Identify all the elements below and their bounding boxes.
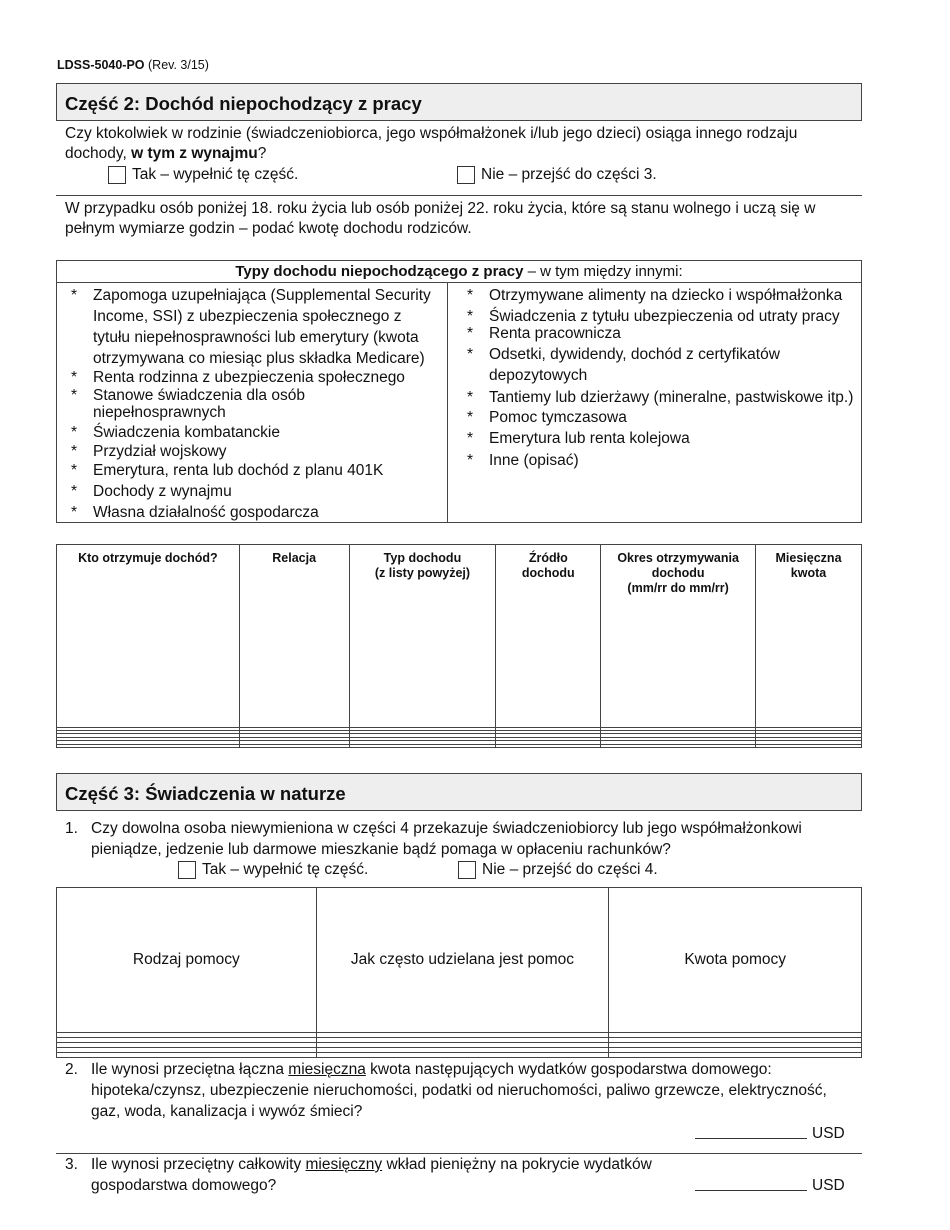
income-column-header-line: Źródło <box>528 551 568 565</box>
part2-note-line2: pełnym wymiarze godzin – podać kwotę dochodu rodziców. <box>65 220 472 237</box>
income-type-label: Przydział wojskowy <box>93 443 227 460</box>
income-type-label: Emerytura, renta lub dochód z planu 401K <box>93 462 384 479</box>
form-revision: (Rev. 3/15) <box>148 58 209 72</box>
q2-post: kwota następujących wydatków gospodarstwa domowego: <box>365 1061 772 1078</box>
income-table-body <box>57 727 862 747</box>
income-cell[interactable] <box>239 744 349 747</box>
part2-option-yes[interactable] <box>108 166 298 184</box>
income-type-label: Odsetki, dywidendy, dochód z certyfikatów <box>489 346 780 363</box>
in-kind-column-header: Rodzaj pomocy <box>57 888 317 1033</box>
income-column-header <box>239 545 349 728</box>
income-column-header <box>756 545 862 728</box>
q2-line1 <box>91 1060 772 1080</box>
income-type-label: depozytowych <box>489 367 588 384</box>
part2-note-line1: W przypadku osób poniżej 18. roku życia lub osób poniżej 22. roku życia, które są stanu wolnego i uczą się w <box>65 200 816 217</box>
income-type-label: Renta rodzinna z ubezpieczenia społecznego <box>93 369 405 386</box>
income-type-label: Pomoc tymczasowa <box>489 409 627 426</box>
part3-yes-checkbox[interactable] <box>178 861 196 879</box>
q1-number: 1. <box>65 820 78 837</box>
income-type-label: Świadczenia kombatanckie <box>93 424 280 441</box>
income-types-title-rest: – w tym między innymi: <box>523 263 683 280</box>
q3-line2: gospodarstwa domowego? <box>91 1177 277 1194</box>
income-type-label: Emerytura lub renta kolejowa <box>489 430 690 447</box>
income-column-header <box>57 545 240 728</box>
q2-number: 2. <box>65 1061 78 1078</box>
q3-post: wkład pieniężny na pokrycie wydatków <box>382 1156 652 1173</box>
bullet-star: * <box>71 504 78 521</box>
bullet-star: * <box>71 443 78 460</box>
income-cell[interactable] <box>57 744 240 747</box>
income-type-label: otrzymywana co miesiąc plus składka Medicare) <box>93 350 425 367</box>
part3-yes-label: Tak – wypełnić tę część. <box>202 861 369 878</box>
part2-question-line1: Czy ktokolwiek w rodzinie (świadczeniobiorca, jego współmałżonek i/lub jego dzieci) osiąga innego rodzaju <box>65 125 798 142</box>
income-type-label: Dochody z wynajmu <box>93 483 232 500</box>
income-type-label: Income, SSI) z ubezpieczenia społecznego z <box>93 308 402 325</box>
bullet-star: * <box>71 287 78 304</box>
in-kind-cell[interactable] <box>609 1053 862 1058</box>
income-cell[interactable] <box>601 744 756 747</box>
in-kind-column-header: Kwota pomocy <box>609 888 862 1033</box>
income-cell[interactable] <box>496 744 601 747</box>
in-kind-cell[interactable] <box>316 1053 609 1058</box>
q3-currency: USD <box>812 1177 845 1194</box>
part2-option-no[interactable] <box>457 166 657 184</box>
in-kind-cell[interactable] <box>57 1053 317 1058</box>
income-column-header-line: Typ dochodu <box>383 551 462 565</box>
q1-line1: Czy dowolna osoba niewymieniona w części 4 przekazuje świadczeniobiorcy lub jego współmałżonkowi <box>91 820 802 837</box>
income-cell[interactable] <box>756 744 862 747</box>
bullet-star: * <box>467 287 474 304</box>
income-column-header-line: Miesięczna <box>775 551 842 565</box>
q3-number: 3. <box>65 1156 78 1173</box>
q2-amount-field[interactable] <box>695 1125 845 1143</box>
in-kind-column-header: Jak często udzielana jest pomoc <box>316 888 609 1033</box>
table-row <box>57 1053 862 1058</box>
q3-amount-blank[interactable] <box>695 1177 807 1191</box>
income-type-label: Zapomoga uzupełniająca (Supplemental Security <box>93 287 431 304</box>
part2-no-checkbox[interactable] <box>457 166 475 184</box>
income-column-header-line: (mm/rr do mm/rr) <box>627 581 729 595</box>
income-type-label: Inne (opisać) <box>489 452 579 469</box>
in-kind-table-body <box>57 1033 862 1058</box>
income-cell[interactable] <box>349 744 496 747</box>
form-code-line <box>57 58 209 72</box>
income-type-label: Renta pracownicza <box>489 325 621 342</box>
income-column-header-line: Kto otrzymuje dochód? <box>78 551 218 565</box>
q1-line2: pieniądze, jedzenie lub darmowe mieszkanie bądź pomaga w opłaceniu rachunków? <box>91 841 671 858</box>
part2-question-line2 <box>65 144 855 164</box>
income-type-label: Stanowe świadczenia dla osób <box>93 387 305 404</box>
bullet-star: * <box>467 430 474 447</box>
bullet-star: * <box>467 452 474 469</box>
part3-no-checkbox[interactable] <box>458 861 476 879</box>
part2-question-bold: w tym z wynajmu <box>131 145 258 162</box>
income-type-label: Własna działalność gospodarcza <box>93 504 319 521</box>
bullet-star: * <box>467 346 474 363</box>
bullet-star: * <box>71 483 78 500</box>
income-column-header-line: Okres otrzymywania <box>617 551 739 565</box>
part2-title: Część 2: Dochód niepochodzący z pracy <box>56 83 862 121</box>
q2-underlined: miesięczna <box>288 1061 366 1078</box>
income-types-box <box>56 260 862 523</box>
bullet-star: * <box>467 389 474 406</box>
part2-no-label: Nie – przejść do części 3. <box>481 166 657 183</box>
part3-option-no[interactable] <box>458 861 658 879</box>
income-column-header-line: dochodu <box>651 566 705 580</box>
income-column-header-line: Relacja <box>272 551 317 565</box>
bullet-star: * <box>467 325 474 342</box>
income-column-header-line: dochodu <box>521 566 575 580</box>
q2-line3: gaz, woda, kanalizacja i wywóz śmieci? <box>91 1103 363 1120</box>
income-type-label: Otrzymywane alimenty na dziecko i współmałżonka <box>489 287 843 304</box>
q3-amount-field[interactable] <box>695 1177 845 1195</box>
part3-title: Część 3: Świadczenia w naturze <box>56 773 862 811</box>
bullet-star: * <box>71 387 78 404</box>
income-column-header <box>496 545 601 728</box>
divider <box>56 195 862 196</box>
bullet-star: * <box>71 369 78 386</box>
part2-question <box>65 124 855 164</box>
table-row <box>57 744 862 747</box>
part2-note <box>65 199 855 239</box>
q2-pre: Ile wynosi przeciętna łączna <box>91 1061 289 1078</box>
income-column-header-line: (z listy powyżej) <box>374 566 471 580</box>
q2-line2: hipoteka/czynsz, ubezpieczenie nieruchomości, podatki od nieruchomości, paliwo grzewcze, elektryczność, <box>91 1082 827 1099</box>
part2-yes-label: Tak – wypełnić tę część. <box>132 166 299 183</box>
income-table-header <box>57 545 862 728</box>
income-types-title <box>57 261 861 283</box>
q2-currency: USD <box>812 1125 845 1142</box>
in-kind-table <box>56 887 862 1058</box>
q3-line1 <box>91 1155 652 1175</box>
income-types-title-bold: Typy dochodu niepochodzącego z pracy <box>235 263 524 280</box>
in-kind-table-header <box>57 888 862 1033</box>
income-type-label: tytułu niepełnosprawności lub emerytury (kwota <box>93 329 419 346</box>
q3-underlined: miesięczny <box>305 1156 383 1173</box>
income-column-header <box>349 545 496 728</box>
part3-option-yes[interactable] <box>178 861 368 879</box>
bullet-star: * <box>71 462 78 479</box>
part2-question-end: ? <box>257 145 267 162</box>
income-table <box>56 544 862 748</box>
part2-yes-checkbox[interactable] <box>108 166 126 184</box>
income-types-left-column <box>57 283 448 523</box>
q2-amount-blank[interactable] <box>695 1125 807 1139</box>
income-type-label: Świadczenia z tytułu ubezpieczenia od utraty pracy <box>489 308 840 325</box>
income-column-header <box>601 545 756 728</box>
part2-question-line2-text: dochody, <box>65 145 132 162</box>
income-type-label: Tantiemy lub dzierżawy (mineralne, pastwiskowe itp.) <box>489 389 854 406</box>
form-code: LDSS-5040-PO <box>57 58 145 72</box>
divider <box>56 1153 862 1154</box>
bullet-star: * <box>467 409 474 426</box>
part3-no-label: Nie – przejść do części 4. <box>482 861 658 878</box>
income-type-label: niepełnosprawnych <box>93 404 226 421</box>
income-column-header-line: kwota <box>790 566 827 580</box>
bullet-star: * <box>71 424 78 441</box>
bullet-star: * <box>467 308 474 325</box>
q3-pre: Ile wynosi przeciętny całkowity <box>91 1156 306 1173</box>
